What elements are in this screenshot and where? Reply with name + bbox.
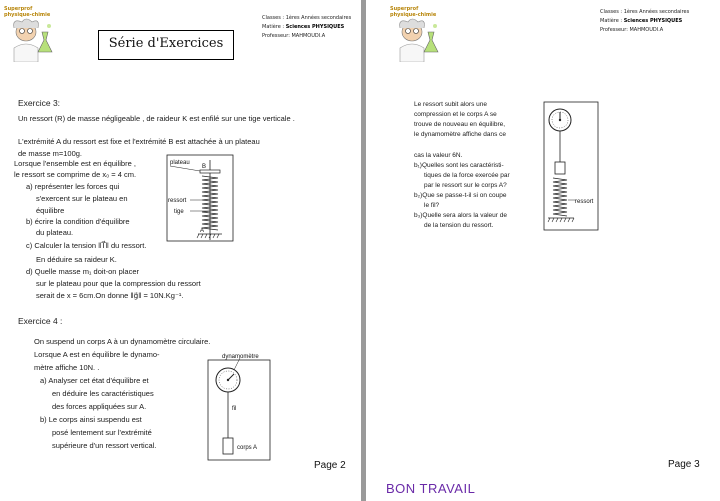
classes-text: Classes : 1ères Années secondaires bbox=[600, 9, 690, 15]
right-dynamometer-spring-figure bbox=[542, 100, 600, 232]
exercice-4-heading: Exercice 4 : bbox=[18, 316, 63, 326]
ground-hatch bbox=[197, 234, 219, 238]
ex3-line-11: c) Calculer la tension ‖T⃗‖ du ressort. bbox=[26, 241, 147, 250]
plateau-pointer bbox=[170, 166, 200, 171]
fil-label: fil bbox=[232, 406, 237, 412]
matiere-value: Sciences PHYSIQUES bbox=[285, 24, 345, 30]
professeur-text: Professeur: MAHMOUDI.A bbox=[600, 27, 664, 33]
dial-pivot bbox=[559, 119, 561, 121]
cont-line-1: Le ressort subit alors une bbox=[414, 101, 487, 108]
page-number: Page 3 bbox=[668, 459, 700, 470]
cont-line-11: b₃)Quelle sera alors la valeur de bbox=[414, 212, 507, 219]
ex4-line-9: supérieure d'un ressort vertical. bbox=[52, 441, 157, 450]
matiere-line bbox=[600, 17, 716, 26]
ex3-line-3: de masse m=100g. bbox=[18, 149, 82, 158]
exercice-3-heading: Exercice 3: bbox=[18, 98, 61, 108]
ex3-line-5: le ressort se comprime de x₀ = 4 cm. bbox=[14, 170, 137, 179]
cont-line-9: b₂)Que se passe-t-il si on coupe bbox=[414, 192, 507, 199]
ex3-line-6: a) représenter les forces qui bbox=[26, 182, 120, 191]
ex4-line-6: des forces appliquées sur A. bbox=[52, 402, 147, 411]
ex3-line-13: d) Quelle masse m₁ doit-on placer bbox=[26, 267, 139, 276]
logo-title-2: physique-chimie bbox=[4, 12, 51, 18]
ex4-line-7: b) Le corps ainsi suspendu est bbox=[40, 415, 142, 424]
tige-label: tige bbox=[174, 209, 184, 215]
bon-travail-text: BON TRAVAIL bbox=[386, 481, 476, 496]
ex3-line-8: équilibre bbox=[36, 206, 65, 215]
ex4-line-4: a) Analyser cet état d'équilibre et bbox=[40, 376, 149, 385]
header-meta bbox=[600, 8, 716, 35]
cont-line-3: trouve de nouveau en équilibre, bbox=[414, 121, 506, 128]
logo bbox=[4, 6, 56, 70]
ex3-line-12: En déduire sa raideur K. bbox=[36, 255, 117, 264]
professeur-text: Professeur: MAHMOUDI.A bbox=[262, 33, 326, 39]
page-title: Série d'Exercices bbox=[98, 30, 234, 60]
ex4-line-3: mètre affiche 10N. . bbox=[34, 363, 100, 372]
cont-line-7: tiques de la force exercée par bbox=[424, 172, 510, 179]
plateau-label: plateau bbox=[170, 160, 190, 166]
cont-line-2: compression et le corps A se bbox=[414, 111, 497, 118]
cont-line-5: cas la valeur 6N. bbox=[414, 152, 463, 159]
ex4-line-2: Lorsque A est en équilibre le dynamo- bbox=[34, 350, 160, 359]
logo-title-2: physique-chimie bbox=[390, 12, 437, 18]
plateau-plate bbox=[200, 170, 220, 173]
dynamometre-label: dynamomètre bbox=[222, 354, 259, 360]
logo bbox=[390, 6, 442, 70]
ex3-line-7: s'exercent sur le plateau en bbox=[36, 194, 128, 203]
cont-line-4: le dynamomètre affiche dans ce bbox=[414, 131, 507, 138]
corps-a-block bbox=[555, 162, 565, 174]
cont-line-8: par le ressort sur le corps A? bbox=[424, 182, 507, 189]
ex3-line-14: sur le plateau pour que la compression du ressort bbox=[36, 279, 201, 288]
matiere-label: Matière : bbox=[600, 18, 623, 24]
matiere-label: Matière : bbox=[262, 24, 285, 30]
matiere-value: Sciences PHYSIQUES bbox=[623, 18, 683, 24]
ex4-dynamometer-figure bbox=[206, 350, 274, 462]
ground-hatch bbox=[548, 218, 574, 222]
page-number: Page 2 bbox=[314, 460, 346, 471]
matiere-line bbox=[262, 23, 358, 32]
cont-line-12: de la tension du ressort. bbox=[424, 222, 494, 229]
ex4-line-5: en déduire les caractéristiques bbox=[52, 389, 154, 398]
logo-title-1: Superprof bbox=[390, 6, 419, 12]
corps-a-label: corps A bbox=[237, 445, 258, 451]
dial-pivot bbox=[227, 379, 229, 381]
ressort-label: ressort bbox=[168, 198, 187, 204]
spring-coil bbox=[553, 178, 567, 216]
ex4-line-1: On suspend un corps A à un dynamomètre circulaire. bbox=[34, 337, 211, 346]
point-a-label: A bbox=[200, 228, 205, 234]
ex4-line-8: posé lentement sur l'extrémité bbox=[52, 428, 152, 437]
classes-text: Classes : 1ères Années secondaires bbox=[262, 15, 352, 21]
ressort-label: ressort bbox=[575, 199, 594, 205]
ex3-line-4: Lorsque l'ensemble est en équilibre , bbox=[14, 159, 136, 168]
cont-line-10: le fil? bbox=[424, 202, 440, 209]
logo-title-1: Superprof bbox=[4, 6, 33, 12]
ex3-line-2: L'extrémité A du ressort est fixe et l'extrémité B est attachée à un plateau bbox=[18, 137, 260, 146]
ex3-line-9: b) écrire la condition d'équilibre bbox=[26, 217, 130, 226]
ex3-line-10: du plateau. bbox=[36, 228, 74, 237]
ex3-line-15: serait de x = 6cm.On donne ‖g⃗‖ = 10N.Kg⁻¹. bbox=[36, 291, 184, 300]
cont-line-6: b₁)Quelles sont les caractéristi- bbox=[414, 162, 504, 169]
point-b-label: B bbox=[202, 164, 207, 170]
scientist-illustration-icon bbox=[390, 18, 442, 62]
ex3-spring-figure bbox=[166, 154, 236, 244]
header-meta bbox=[262, 14, 358, 41]
scientist-illustration-icon bbox=[4, 18, 56, 62]
ex3-line-1: Un ressort (R) de masse négligeable , de raideur K est enfilé sur une tige verticale . bbox=[18, 114, 295, 123]
page-3 bbox=[366, 0, 720, 501]
corps-a-block bbox=[223, 438, 233, 454]
